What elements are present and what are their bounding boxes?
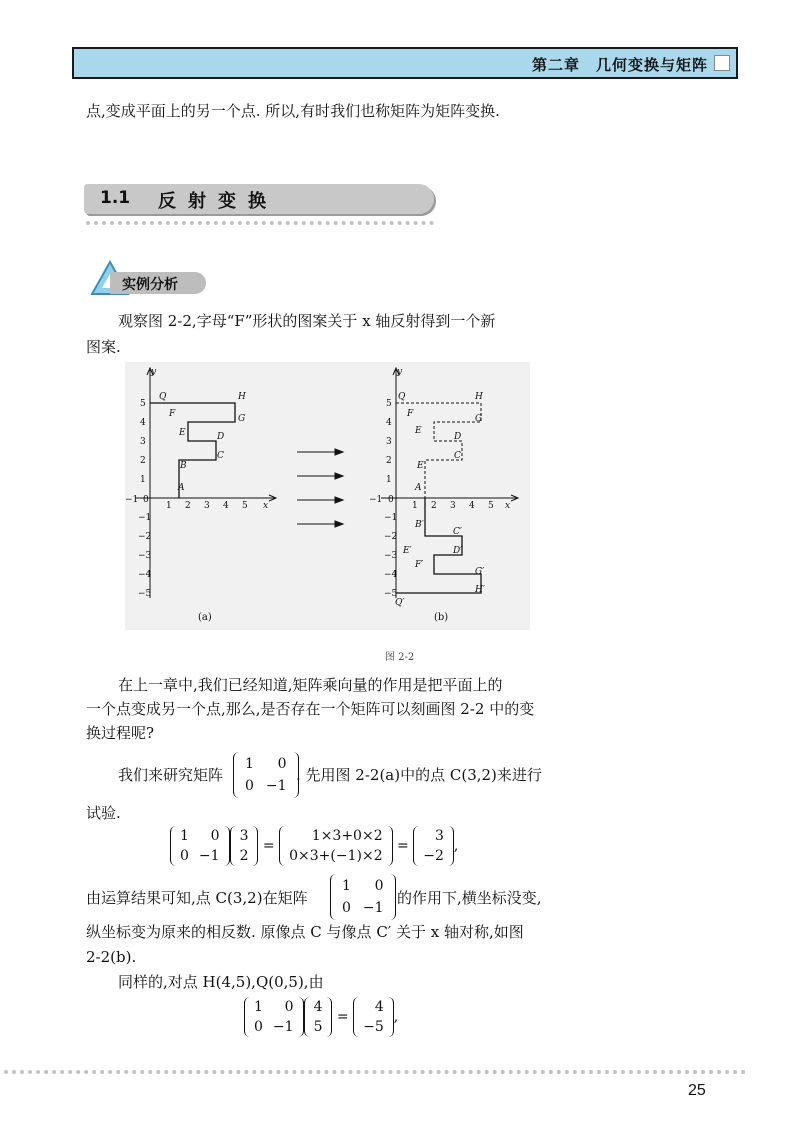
svg-text:−1: −1 — [138, 513, 152, 523]
para5: 同样的,对点 H(4,5),Q(0,5),由 — [118, 973, 324, 991]
para3-line2: 试验. — [86, 804, 121, 822]
svg-text:C′: C′ — [453, 527, 462, 537]
svg-text:1: 1 — [140, 475, 146, 485]
svg-text:4: 4 — [140, 418, 146, 428]
svg-text:E: E — [415, 426, 422, 436]
svg-text:2: 2 — [185, 501, 191, 511]
svg-text:−3: −3 — [138, 551, 152, 561]
figure-b — [381, 368, 518, 598]
svg-text:x: x — [505, 501, 511, 511]
svg-text:C: C — [217, 451, 224, 461]
para4-line3: 2-2(b). — [86, 948, 137, 966]
case-analysis-label — [88, 258, 208, 298]
para1-line1: 观察图 2-2,字母“F”形状的图案关于 x 轴反射得到一个新 — [118, 312, 496, 330]
svg-text:−2: −2 — [384, 532, 398, 542]
svg-text:0: 0 — [388, 495, 394, 505]
matrix-M-inline-2: 1 0 0 −1 — [330, 874, 396, 920]
svg-text:x: x — [263, 501, 269, 511]
svg-text:5: 5 — [488, 501, 494, 511]
svg-text:E′: E′ — [403, 546, 412, 556]
svg-text:−5: −5 — [384, 589, 398, 599]
transform-arrows — [297, 449, 343, 527]
svg-text:−1: −1 — [125, 495, 139, 505]
svg-text:1: 1 — [412, 501, 418, 511]
figure-caption: 图 2-2 — [385, 652, 415, 663]
svg-text:Q: Q — [398, 392, 406, 402]
svg-text:−1: −1 — [369, 495, 383, 505]
svg-text:F: F — [169, 409, 176, 419]
case-label-text: 实例分析 — [122, 277, 178, 293]
figure-a-labels — [125, 367, 268, 599]
svg-text:−4: −4 — [384, 570, 398, 580]
svg-text:G: G — [475, 414, 483, 424]
svg-text:y: y — [397, 367, 403, 377]
equation-2: 1 0 0 −14 5 = 4 −5, — [244, 997, 398, 1037]
svg-text:0: 0 — [143, 495, 149, 505]
svg-text:F: F — [407, 409, 414, 419]
svg-text:C: C — [454, 451, 461, 461]
para3-pre: 我们来研究矩阵 — [118, 766, 224, 784]
svg-text:2: 2 — [386, 456, 392, 466]
section-heading — [84, 184, 434, 214]
para4-post: 的作用下,横坐标没变, — [397, 889, 542, 907]
svg-text:4: 4 — [469, 501, 475, 511]
svg-text:3: 3 — [386, 437, 392, 447]
para2-line3: 换过程呢? — [86, 724, 155, 742]
svg-text:E: E — [417, 461, 424, 471]
svg-text:5: 5 — [242, 501, 248, 511]
para3-post: . 先用图 2-2(a)中的点 C(3,2)来进行 — [296, 766, 542, 784]
intro-line: 点,变成平面上的另一个点. 所以,有时我们也称矩阵为矩阵变换. — [86, 102, 500, 120]
chapter-title: 第二章 几何变换与矩阵 — [531, 56, 708, 74]
section-title: 反射变换 — [158, 191, 278, 212]
svg-text:5: 5 — [140, 399, 146, 409]
svg-text:B: B — [180, 461, 187, 471]
svg-text:y: y — [151, 367, 157, 377]
svg-text:B′: B′ — [415, 520, 424, 530]
para1-line2: 图案. — [86, 338, 121, 356]
svg-text:H: H — [475, 392, 483, 402]
svg-text:H: H — [238, 392, 246, 402]
footer-dotted-rule — [4, 1070, 746, 1074]
svg-text:5: 5 — [386, 399, 392, 409]
para4-pre: 由运算结果可知,点 C(3,2)在矩阵 — [86, 889, 308, 907]
section-number: 1.1 — [100, 188, 131, 208]
matrix-M-inline: 1 0 0 −1 — [233, 752, 299, 798]
svg-text:2: 2 — [431, 501, 437, 511]
figure-2-2 — [125, 362, 530, 630]
svg-text:−3: −3 — [384, 551, 398, 561]
svg-text:−4: −4 — [138, 570, 152, 580]
svg-text:3: 3 — [450, 501, 456, 511]
figure-b-points — [395, 392, 485, 608]
chapter-header — [72, 47, 738, 79]
svg-text:H′: H′ — [475, 585, 485, 595]
svg-text:−1: −1 — [384, 513, 398, 523]
svg-text:3: 3 — [140, 437, 146, 447]
svg-text:−2: −2 — [138, 532, 152, 542]
svg-text:4: 4 — [386, 418, 392, 428]
page-number: 25 — [688, 1082, 706, 1099]
svg-text:3: 3 — [204, 501, 210, 511]
svg-text:A: A — [415, 483, 422, 493]
figure-a — [135, 368, 276, 598]
svg-text:4: 4 — [223, 501, 229, 511]
svg-text:Q′: Q′ — [395, 598, 405, 608]
svg-text:F′: F′ — [415, 560, 424, 570]
para2-line1: 在上一章中,我们已经知道,矩阵乘向量的作用是把平面上的 — [118, 676, 503, 694]
figure-svg — [125, 362, 530, 630]
para2-line2: 一个点变成另一个点,那么,是否存在一个矩阵可以刻画图 2-2 中的变 — [86, 700, 535, 718]
svg-text:A: A — [178, 483, 185, 493]
svg-text:D: D — [454, 432, 462, 442]
svg-text:E: E — [179, 428, 186, 438]
equation-1: 1 0 0 −13 2 = 1×3+0×2 0×3+(−1)×2 = 3 −2, — [170, 826, 458, 866]
svg-text:2: 2 — [140, 456, 146, 466]
svg-text:1: 1 — [166, 501, 172, 511]
para4-line2: 纵坐标变为原来的相反数. 原像点 C 与像点 C′ 关于 x 轴对称,如图 — [86, 923, 524, 941]
svg-text:D′: D′ — [453, 546, 463, 556]
svg-text:1: 1 — [386, 475, 392, 485]
figure-b-label: (b) — [434, 612, 449, 623]
figure-a-points — [159, 392, 246, 493]
svg-text:G′: G′ — [475, 567, 485, 577]
figure-b-labels — [369, 367, 510, 599]
header-decoration — [714, 55, 730, 71]
svg-text:−5: −5 — [138, 589, 152, 599]
svg-text:Q: Q — [159, 392, 167, 402]
section-dotted-rule — [86, 221, 434, 225]
svg-text:D: D — [217, 432, 225, 442]
figure-a-label: (a) — [198, 612, 212, 623]
svg-text:G: G — [238, 414, 246, 424]
